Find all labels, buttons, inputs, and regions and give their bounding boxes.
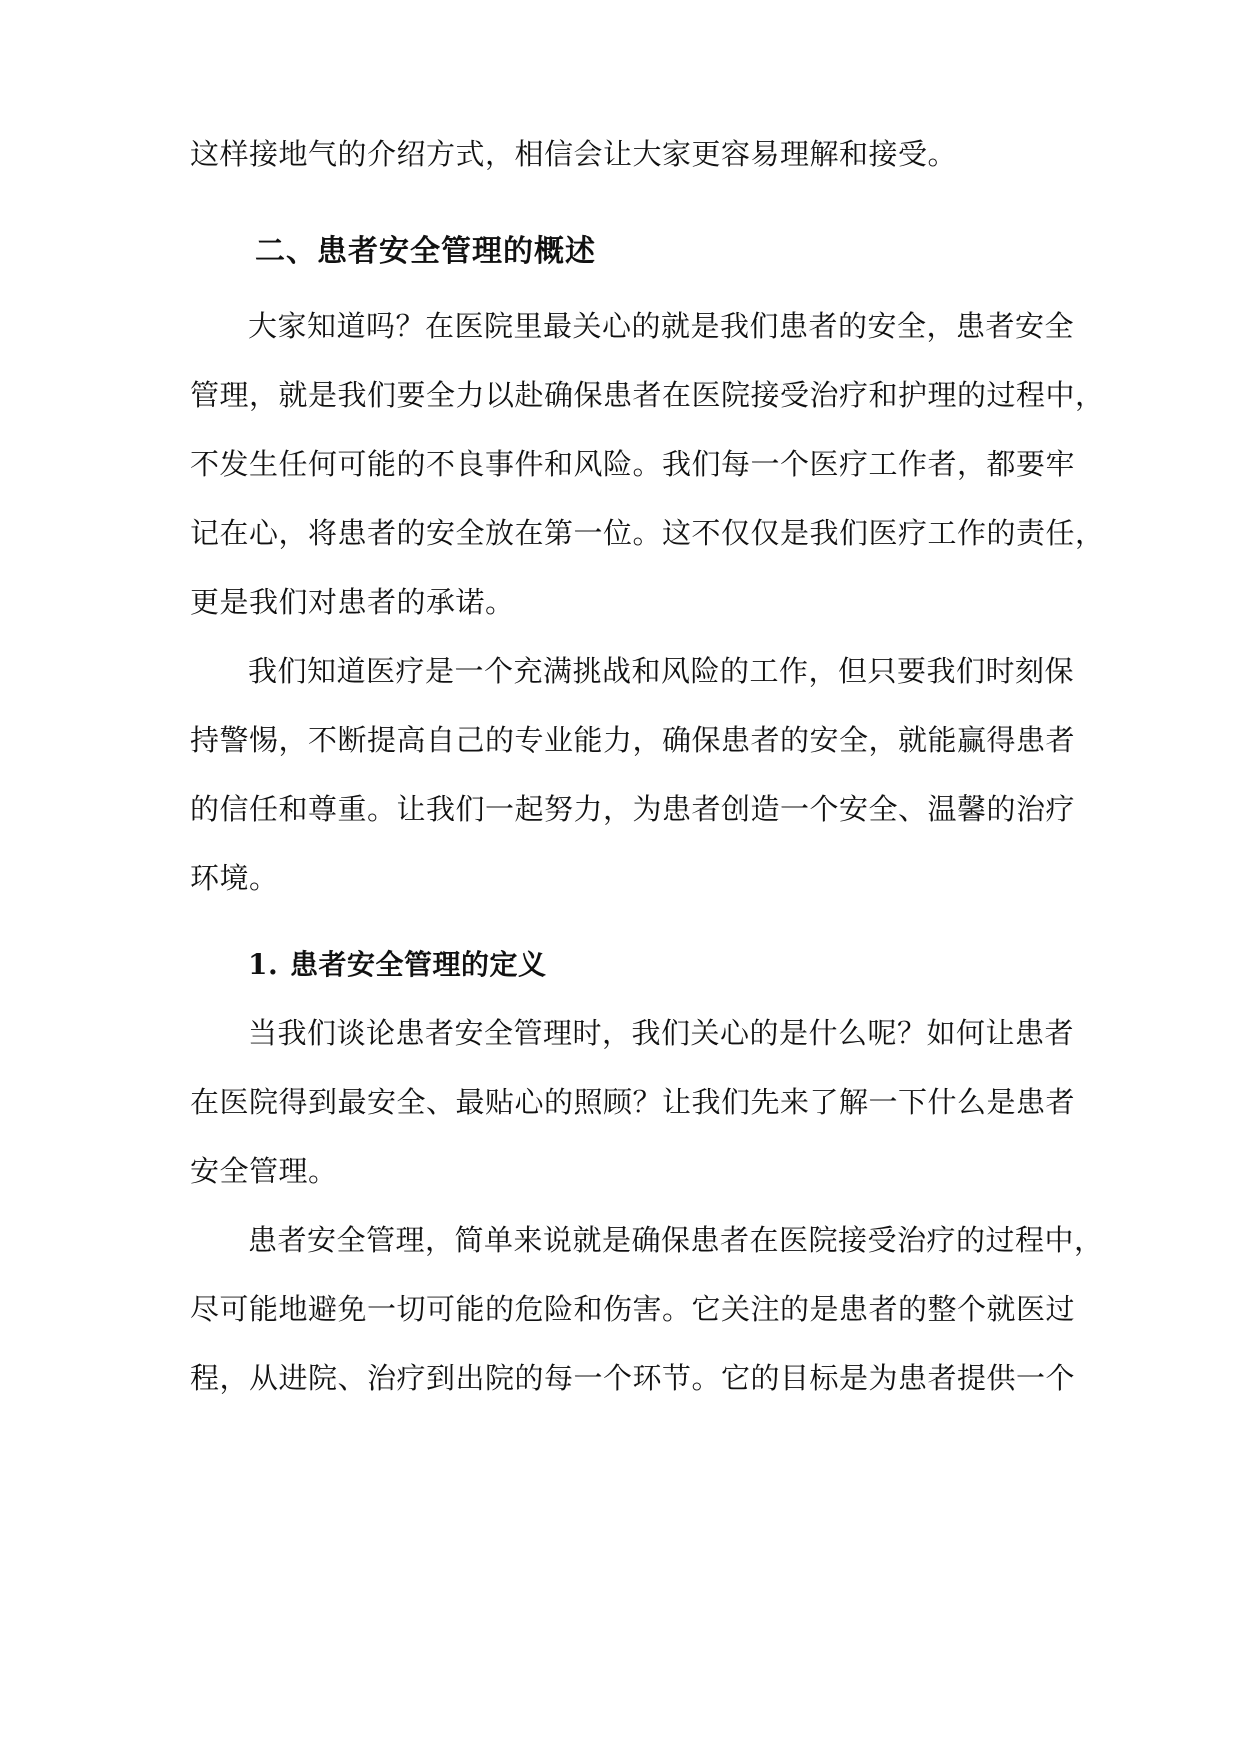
paragraph-line: 程，从进院、治疗到出院的每一个环节。它的目标是为患者提供一个 bbox=[190, 1361, 1076, 1395]
subsection-title: 患者安全管理的定义 bbox=[290, 948, 547, 981]
paragraph-line: 管理，就是我们要全力以赴确保患者在医院接受治疗和护理的过程中， bbox=[190, 378, 1105, 412]
paragraph-line: 记在心，将患者的安全放在第一位。这不仅仅是我们医疗工作的责任， bbox=[190, 516, 1105, 550]
paragraph-line: 在医院得到最安全、最贴心的照顾？让我们先来了解一下什么是患者 bbox=[190, 1085, 1076, 1119]
paragraph-line: 持警惕，不断提高自己的专业能力，确保患者的安全，就能赢得患者 bbox=[190, 723, 1076, 757]
paragraph-line: 更是我们对患者的承诺。 bbox=[190, 585, 515, 619]
paragraph-line: 大家知道吗？在医院里最关心的就是我们患者的安全，患者安全 bbox=[248, 309, 1075, 343]
subsection-heading bbox=[248, 945, 547, 985]
section-heading: 二、患者安全管理的概述 bbox=[255, 234, 596, 269]
subsection-number: 1. bbox=[248, 948, 279, 981]
paragraph-line: 尽可能地避免一切可能的危险和伤害。它关注的是患者的整个就医过 bbox=[190, 1292, 1076, 1326]
paragraph-line: 环境。 bbox=[190, 861, 279, 895]
paragraph-line: 当我们谈论患者安全管理时，我们关心的是什么呢？如何让患者 bbox=[248, 1016, 1075, 1050]
paragraph-line: 这样接地气的介绍方式，相信会让大家更容易理解和接受。 bbox=[190, 137, 958, 171]
paragraph-line: 我们知道医疗是一个充满挑战和风险的工作，但只要我们时刻保 bbox=[248, 654, 1075, 688]
paragraph-line: 的信任和尊重。让我们一起努力，为患者创造一个安全、温馨的治疗 bbox=[190, 792, 1076, 826]
paragraph-line: 安全管理。 bbox=[190, 1154, 338, 1188]
paragraph-line: 不发生任何可能的不良事件和风险。我们每一个医疗工作者，都要牢 bbox=[190, 447, 1076, 481]
paragraph-line: 患者安全管理，简单来说就是确保患者在医院接受治疗的过程中， bbox=[248, 1223, 1104, 1257]
